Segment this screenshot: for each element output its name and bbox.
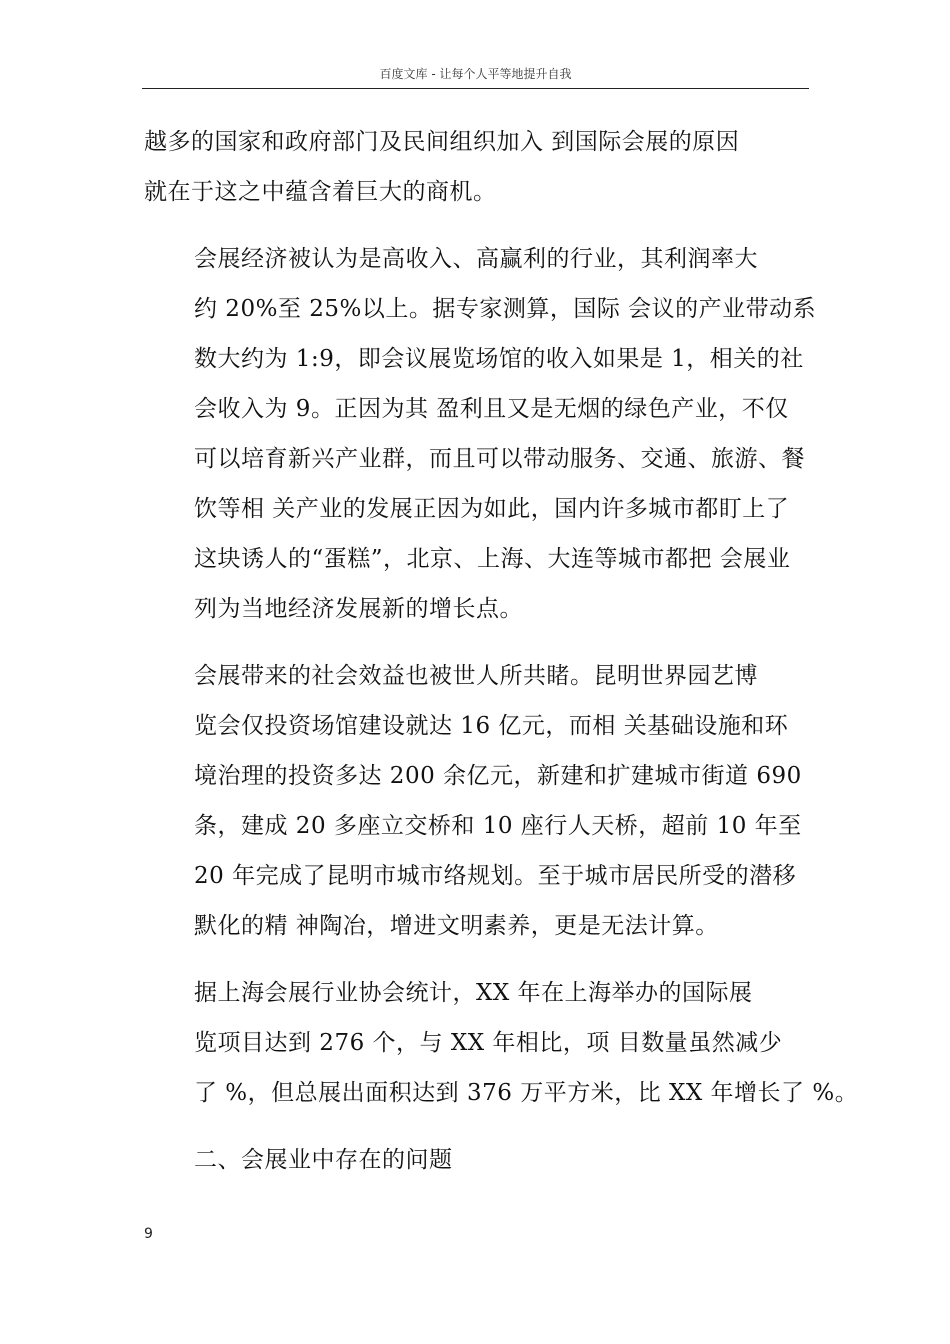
text-line: 20 年完成了昆明市城市络规划。至于城市居民所受的潜移: [194, 863, 797, 889]
text-line: 就在于这之中蕴含着巨大的商机。: [144, 179, 497, 205]
text-line: 了 %，但总展出面积达到 376 万平方米，比 XX 年增长了 %。: [194, 1080, 859, 1106]
text-line: 会展经济被认为是高收入、高赢利的行业，其利润率大: [194, 246, 758, 272]
document-body: [144, 117, 859, 1202]
text-line: 据上海会展行业协会统计，XX 年在上海举办的国际展: [194, 980, 753, 1006]
text-line: 可以培育新兴产业群，而且可以带动服务、交通、旅游、餐: [194, 446, 805, 472]
text-line: 览项目达到 276 个，与 XX 年相比，项 目数量虽然减少: [194, 1030, 783, 1056]
paragraph-continuation: [144, 117, 810, 217]
page-header: [142, 62, 809, 89]
text-line: 饮等相 关产业的发展正因为如此，国内许多城市都盯上了: [194, 496, 790, 522]
text-line: 约 20%至 25%以上。据专家测算，国际 会议的产业带动系: [194, 296, 817, 322]
page-number: 9: [144, 1226, 153, 1242]
text-line: 览会仅投资场馆建设就达 16 亿元，而相 关基础设施和环: [194, 713, 789, 739]
section-heading: [144, 1135, 810, 1185]
text-line: 条，建成 20 多座立交桥和 10 座行人天桥，超前 10 年至: [194, 813, 802, 839]
text-line: 境治理的投资多达 200 余亿元，新建和扩建城市街道 690: [194, 763, 802, 789]
text-line: 数大约为 1:9，即会议展览场馆的收入如果是 1，相关的社: [194, 346, 804, 372]
text-line: 越多的国家和政府部门及民间组织加入 到国际会展的原因: [144, 129, 740, 155]
paragraph-social-benefits: [144, 651, 810, 951]
text-line: 会展带来的社会效益也被世人所共睹。昆明世界园艺博: [194, 663, 758, 689]
text-line: 列为当地经济发展新的增长点。: [194, 596, 523, 622]
header-title: 百度文库 - 让每个人平等地提升自我: [379, 67, 572, 81]
paragraph-exhibition-economy: [144, 234, 817, 634]
text-line: 会收入为 9。正因为其 盈利且又是无烟的绿色产业，不仅: [194, 396, 789, 422]
paragraph-shanghai-statistics: [144, 968, 859, 1118]
text-line: 这块诱人的“蛋糕”，北京、上海、大连等城市都把 会展业: [194, 546, 791, 572]
text-line: 默化的精 神陶冶，增进文明素养，更是无法计算。: [194, 913, 719, 939]
section-heading-text: 二、会展业中存在的问题: [194, 1147, 453, 1173]
